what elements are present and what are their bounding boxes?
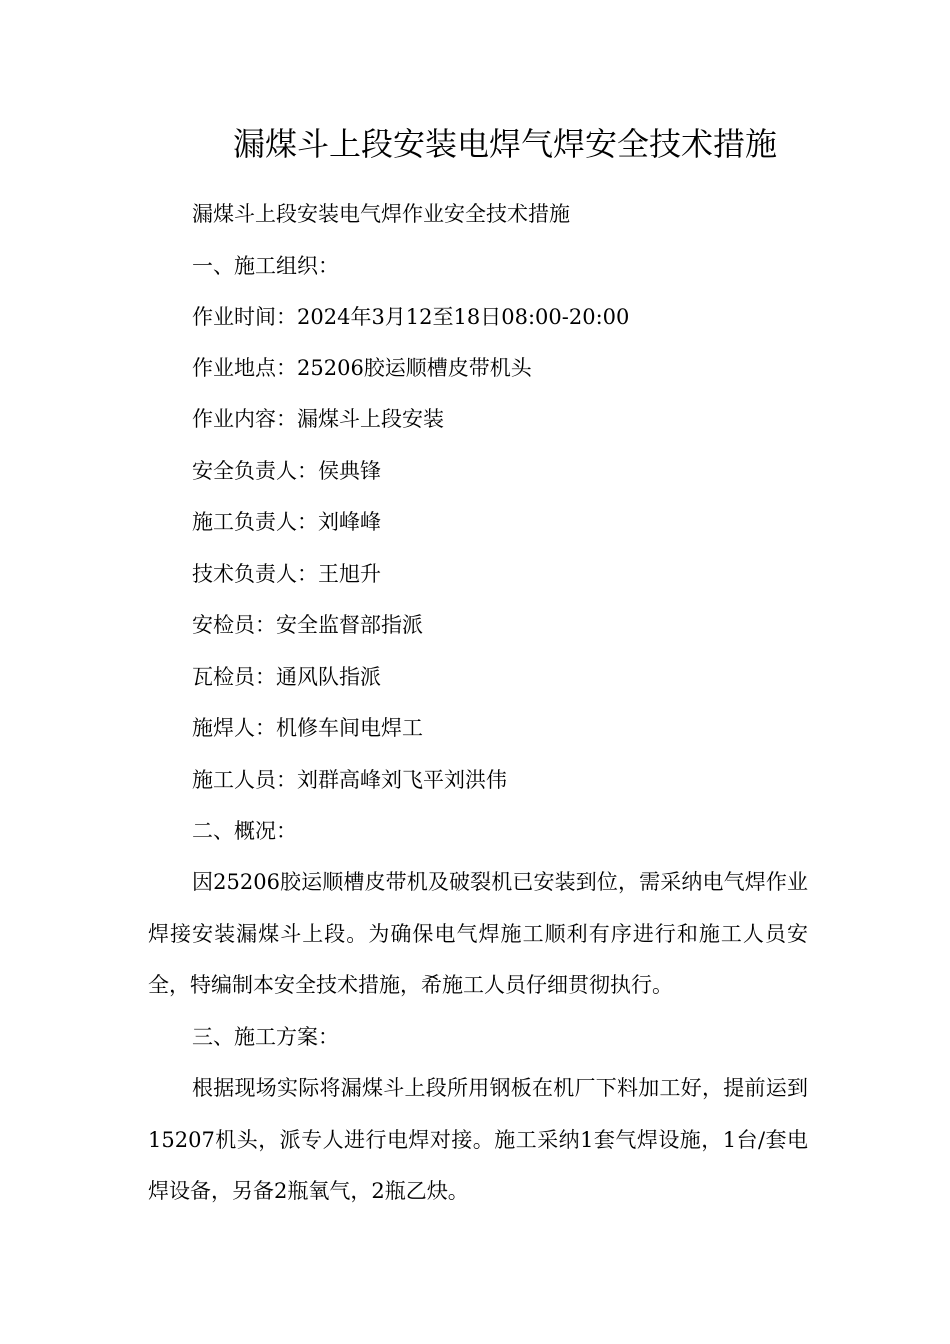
plan-paragraph: 根据现场实际将漏煤斗上段所用钢板在机厂下料加工好，提前运到15207机头，派专人进行电焊对接。施工采纳1套气焊设施，1台/套电焊设备，另备2瓶氧气，2瓶乙炔。 [148,1076,808,1203]
section-3-heading: 三、施工方案： [192,1025,339,1049]
construction-lead-line: 施工负责人：刘峰峰 [192,510,381,534]
work-content-line: 作业内容：漏煤斗上段安装 [192,407,444,431]
safety-inspector-line: 安检员：安全监督部指派 [192,613,423,637]
document-title: 漏煤斗上段安装电焊气焊安全技术措施 [232,125,777,163]
work-location-line: 作业地点：25206胶运顺槽皮带机头 [192,356,532,380]
technical-lead-line: 技术负责人：王旭升 [192,562,381,586]
gas-inspector-line: 瓦检员：通风队指派 [192,665,381,689]
welder-line: 施焊人：机修车间电焊工 [192,716,423,740]
workers-line: 施工人员：刘群高峰刘飞平刘洪伟 [192,768,507,792]
work-time-line: 作业时间：2024年3月12至18日08:00-20:00 [192,305,630,329]
section-1-heading: 一、施工组织： [192,254,339,278]
overview-paragraph: 因25206胶运顺槽皮带机及破裂机已安装到位，需采纳电气焊作业焊接安装漏煤斗上段。为确保电气焊施工顺利有序进行和施工人员安全，特编制本安全技术措施，希施工人员仔细贯彻执行。 [148,870,808,997]
section-2-heading: 二、概况： [192,819,297,843]
subtitle-line: 漏煤斗上段安装电气焊作业安全技术措施 [192,202,570,226]
safety-lead-line: 安全负责人：侯典锋 [192,459,381,483]
